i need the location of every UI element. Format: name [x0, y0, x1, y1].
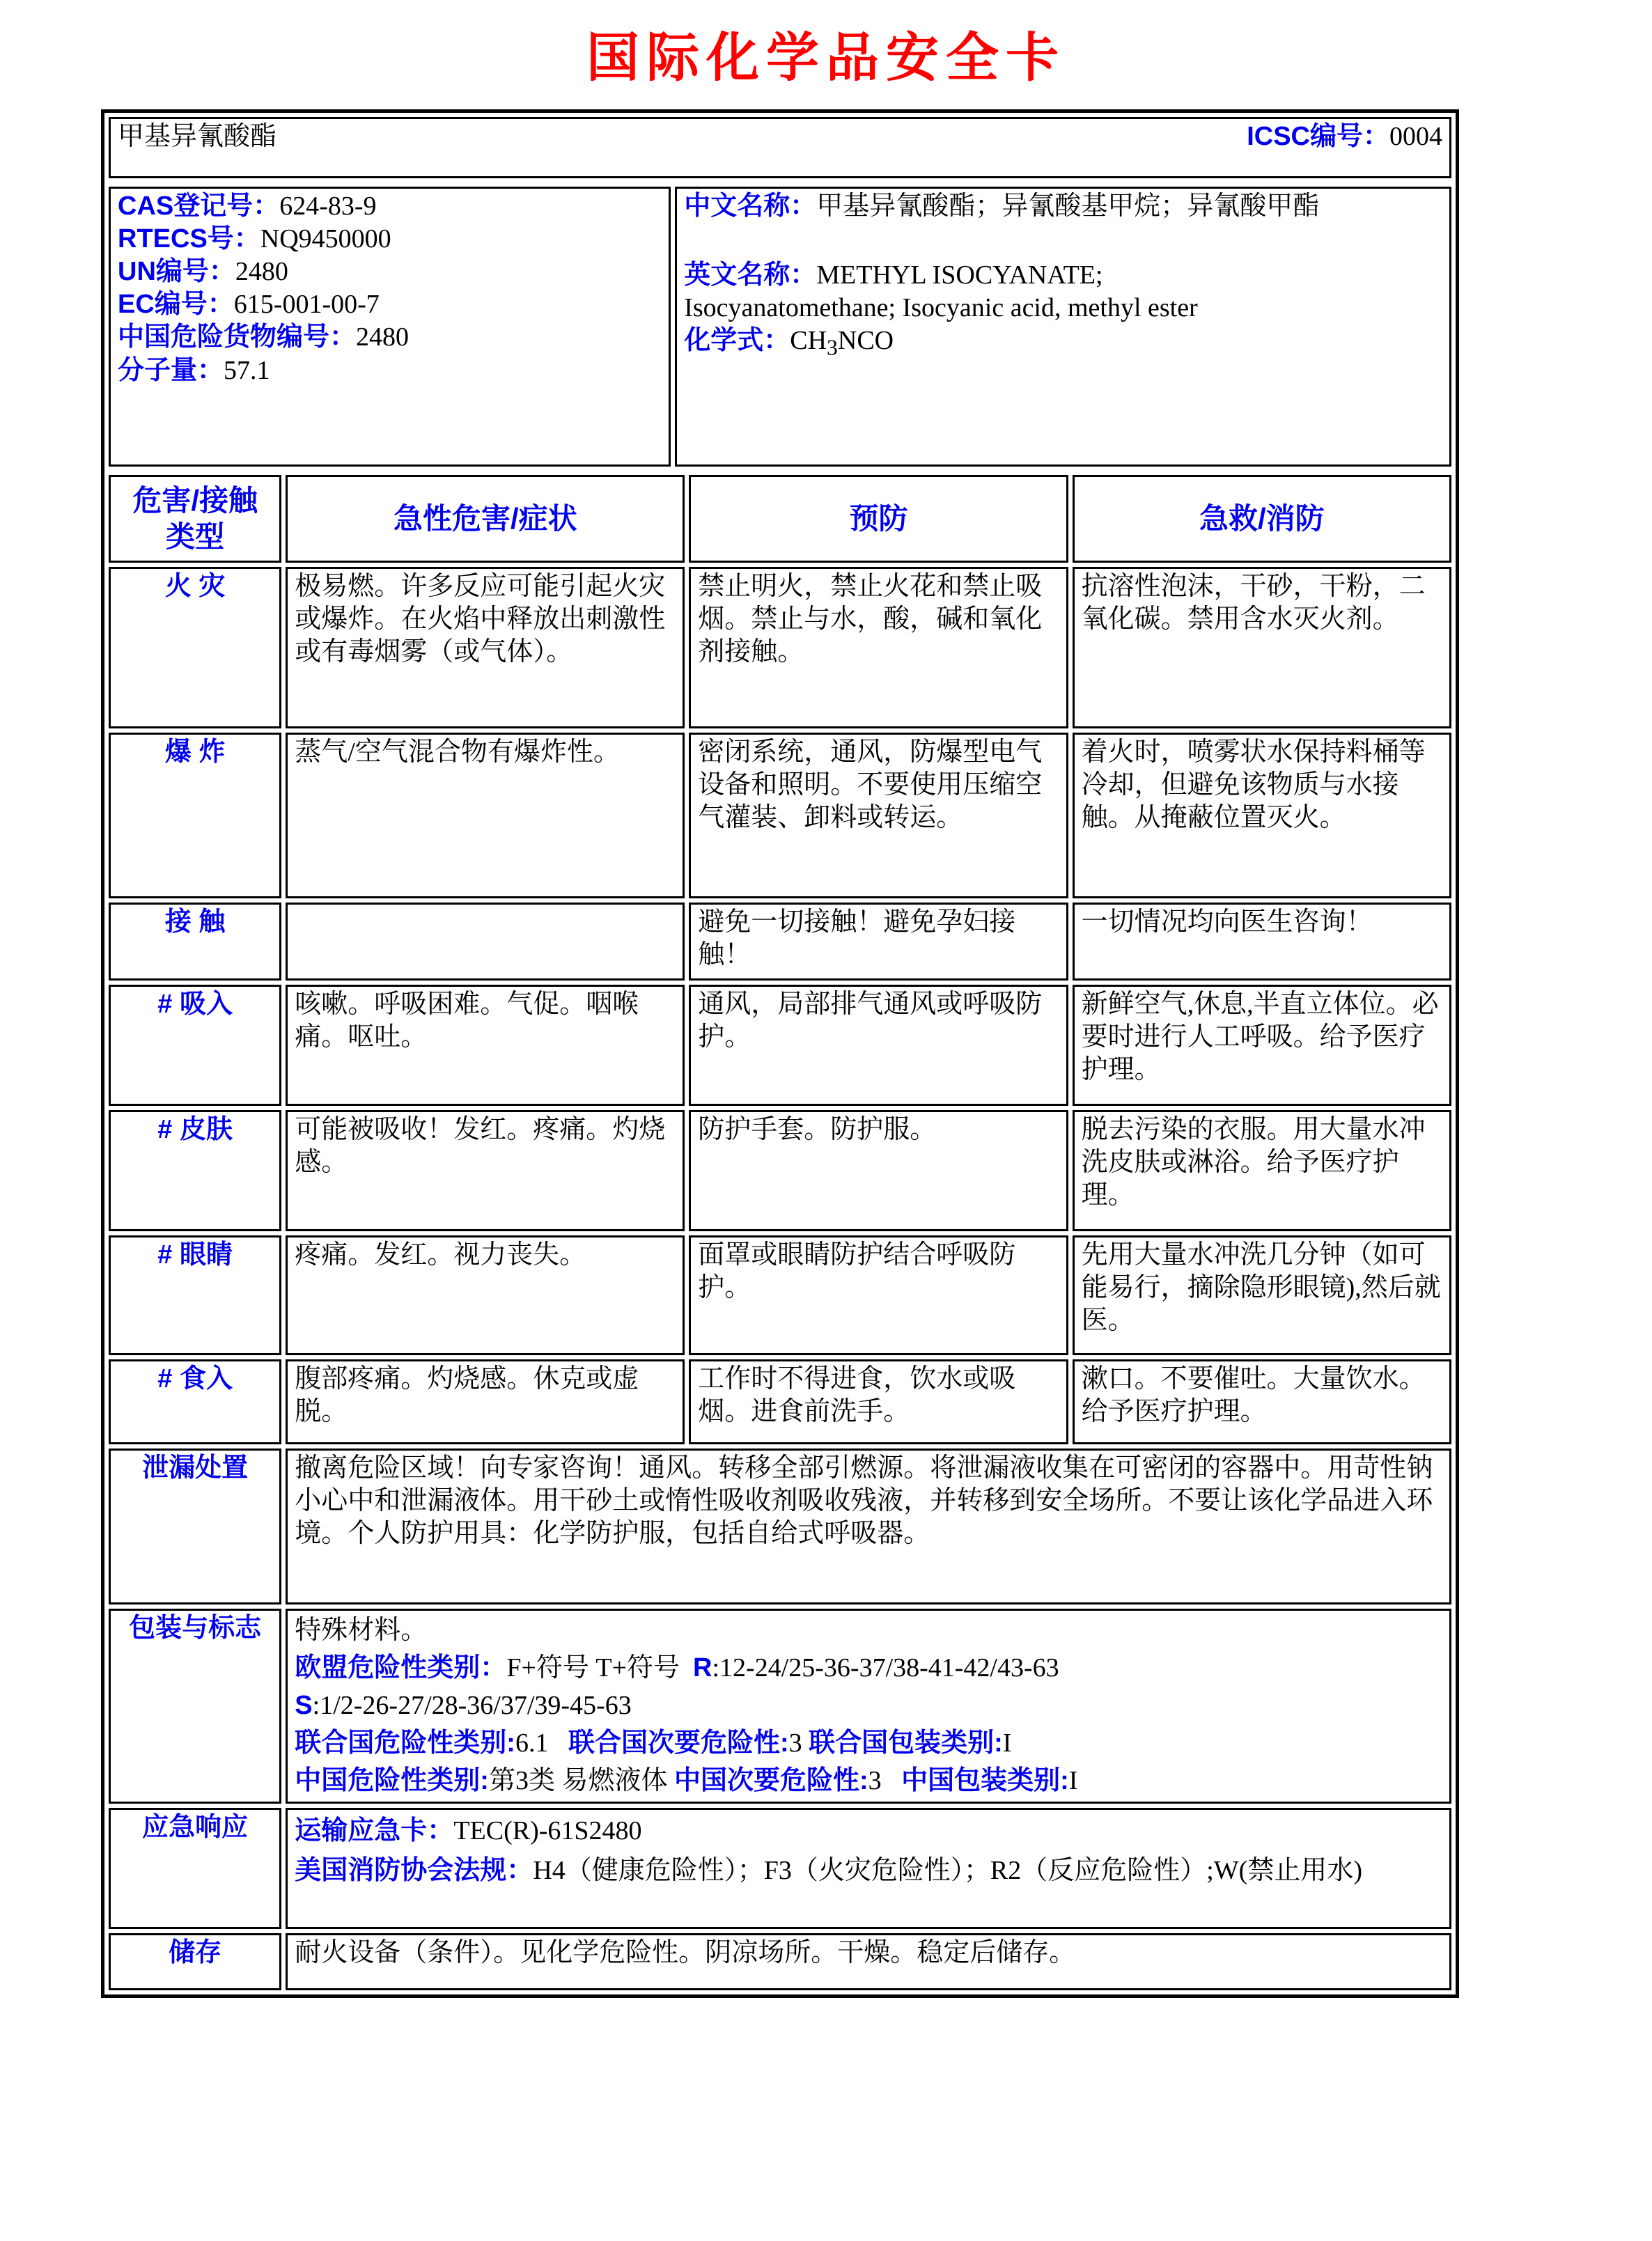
firstaid-cell: 一切情况均向医生咨询！: [1073, 903, 1451, 981]
header-acute-symptoms: 急性危害/症状: [286, 475, 685, 563]
eu-classification-line: 欧盟危险性类别：F+符号 T+符号 R:12-24/25-36-37/38-41-42/43-63: [295, 1653, 1059, 1682]
name-row: [109, 117, 1451, 178]
s-phrases-line: [295, 1687, 1442, 1725]
prevention-cell: 密闭系统，通风，防爆型电气设备和照明。不要使用压缩空气灌装、卸料或转运。: [689, 733, 1068, 898]
hazard-type-label: # 吸入: [109, 985, 281, 1106]
symptoms-cell: 蒸气/空气混合物有爆炸性。: [286, 733, 685, 898]
hazard-type-label: # 食入: [109, 1359, 281, 1444]
r-phrases-label: R: [693, 1653, 712, 1682]
hazard-type-label: 火 灾: [109, 567, 281, 728]
hazard-row-fire: [109, 567, 1451, 728]
r-phrases-value: :12-24/25-36-37/38-41-42/43-63: [712, 1653, 1059, 1682]
name-flex: [118, 120, 1442, 153]
icsc-document: [0, 15, 1652, 1998]
prevention-cell: 通风，局部排气通风或呼吸防护。: [689, 985, 1068, 1106]
prevention-cell: 面罩或眼睛防护结合呼吸防护。: [689, 1235, 1068, 1355]
s-phrases-label: S: [295, 1690, 313, 1720]
symptoms-cell: 可能被吸收！发红。疼痛。灼烧感。: [286, 1110, 685, 1231]
names-cell: [675, 187, 1451, 467]
hazard-row-eyes: [109, 1235, 1451, 1355]
name-table: [104, 113, 1456, 182]
firstaid-cell: 先用大量水冲洗几分钟（如可能易行，摘除隐形眼镜),然后就医。: [1073, 1235, 1451, 1355]
icsc-label: ICSC编号：: [1247, 122, 1389, 151]
hazard-row-ingestion: [109, 1359, 1451, 1444]
special-material-line: 特殊材料。: [295, 1616, 428, 1645]
packaging-content: [286, 1609, 1451, 1804]
un-classification-line: 联合国危险性类别:6.1 联合国次要危险性:3 联合国包装类别:I: [295, 1728, 1012, 1758]
prevention-cell: 禁止明火，禁止火花和禁止吸烟。禁止与水，酸，碱和氧化剂接触。: [689, 567, 1068, 728]
cas-number: CAS登记号：624-83-9: [118, 192, 377, 221]
chemical-formula: 化学式：$CH_3NCO$: [684, 326, 894, 360]
hazard-type-label: # 眼睛: [109, 1235, 281, 1355]
header-prevention: 预防: [689, 475, 1068, 563]
nfpa-line: 美国消防协会法规：H4（健康危险性）；F3（火灾危险性）；R2（反应危险性）;W(禁止用水): [295, 1855, 1362, 1885]
firstaid-cell: 着火时，喷雾状水保持料桶等冷却，但避免该物质与水接触。从掩蔽位置灭火。: [1073, 733, 1451, 898]
identification-table: [104, 182, 1456, 471]
prevention-cell: 防护手套。防护服。: [689, 1110, 1068, 1231]
header-firstaid-firefighting: 急救/消防: [1073, 475, 1451, 563]
china-classification-line: 中国危险性类别:第3类 易燃液体 中国次要危险性:3 中国包装类别:I: [295, 1765, 1078, 1795]
hazard-row-inhalation: [109, 985, 1451, 1106]
firstaid-cell: 漱口。不要催吐。大量饮水。给予医疗护理。: [1073, 1359, 1451, 1444]
substance-name: 甲基异氰酸酯: [118, 122, 277, 151]
china-dg-number: 中国危险货物编号：2480: [118, 322, 410, 352]
storage-label: 储存: [109, 1933, 281, 1990]
symptoms-cell: [286, 903, 685, 981]
storage-row: [109, 1933, 1451, 1990]
header-hazard-type: 危害/接触 类型: [109, 475, 281, 563]
safety-card: [101, 109, 1459, 1998]
spill-row: [109, 1449, 1451, 1604]
symptoms-cell: 极易燃。许多反应可能引起火灾或爆炸。在火焰中释放出刺激性或有毒烟雾（或气体）。: [286, 567, 685, 728]
spill-label: 泄漏处置: [109, 1449, 281, 1604]
icsc-value: 0004: [1389, 122, 1442, 151]
firstaid-cell: 脱去污染的衣服。用大量水冲洗皮肤或淋浴。给予医疗护理。: [1073, 1110, 1451, 1231]
symptoms-cell: 疼痛。发红。视力丧失。: [286, 1235, 685, 1355]
tec-line: 运输应急卡：TEC(R)-61S2480: [295, 1816, 642, 1845]
symptoms-cell: 腹部疼痛。灼烧感。休克或虚脱。: [286, 1359, 685, 1444]
prevention-cell: 工作时不得进食，饮水或吸烟。进食前洗手。: [689, 1359, 1068, 1444]
name-cell: [109, 117, 1451, 178]
ec-number: EC编号：615-001-00-7: [118, 290, 380, 320]
spill-content: 撤离危险区域！向专家咨询！通风。转移全部引燃源。将泄漏液收集在可密闭的容器中。用苛性钠小心中和泄漏液体。用干砂土或惰性吸收剂吸收残液，并转移到安全场所。不要让该化学品进入环境。个人防护用具：化学防护服，包括自给式呼吸器。: [286, 1449, 1451, 1604]
un-number: UN编号：2480: [118, 257, 288, 287]
hazard-type-label: # 皮肤: [109, 1110, 281, 1231]
hazard-type-label: 接 触: [109, 903, 281, 981]
firstaid-cell: 新鲜空气,休息,半直立体位。必要时进行人工呼吸。给予医疗护理。: [1073, 985, 1451, 1106]
hazard-row-skin: [109, 1110, 1451, 1231]
icsc-number: [1247, 120, 1442, 153]
storage-content: 耐火设备（条件）。见化学危险性。阴凉场所。干燥。稳定后储存。: [286, 1933, 1451, 1990]
identifiers-cell: [109, 187, 671, 467]
hazard-table: [104, 471, 1456, 1994]
page-title: 国际化学品安全卡: [586, 29, 1066, 88]
identification-row: [109, 187, 1451, 467]
formula-subscript: 3: [827, 335, 838, 360]
hazard-row-exposure: [109, 903, 1451, 981]
molecular-weight: 分子量：57.1: [118, 355, 270, 385]
chinese-name: 中文名称：甲基异氰酸酯；异氰酸基甲烷；异氰酸甲酯: [684, 192, 1320, 221]
english-name-continued: Isocyanatomethane; Isocyanic acid, methyl ester: [684, 293, 1198, 323]
firstaid-cell: 抗溶性泡沫，干砂，干粉，二氧化碳。禁用含水灭火剂。: [1073, 567, 1451, 728]
s-phrases-value: :1/2-26-27/28-36/37/39-45-63: [312, 1690, 632, 1720]
hazard-type-label: 爆 炸: [109, 733, 281, 898]
emergency-label: 应急响应: [109, 1808, 281, 1929]
english-name: 英文名称：METHYL ISOCYANATE; Isocyanatomethane; Isocyanic acid, methyl ester: [684, 259, 1442, 325]
hazard-header-row: [109, 475, 1451, 563]
prevention-cell: 避免一切接触！避免孕妇接触！: [689, 903, 1068, 981]
packaging-label: 包装与标志: [109, 1609, 281, 1804]
emergency-content: [286, 1808, 1451, 1929]
hazard-row-explosion: [109, 733, 1451, 898]
packaging-row: [109, 1609, 1451, 1804]
rtecs-number: RTECS号：NQ9450000: [118, 224, 391, 254]
symptoms-cell: 咳嗽。呼吸困难。气促。咽喉痛。呕吐。: [286, 985, 685, 1106]
emergency-row: [109, 1808, 1451, 1929]
